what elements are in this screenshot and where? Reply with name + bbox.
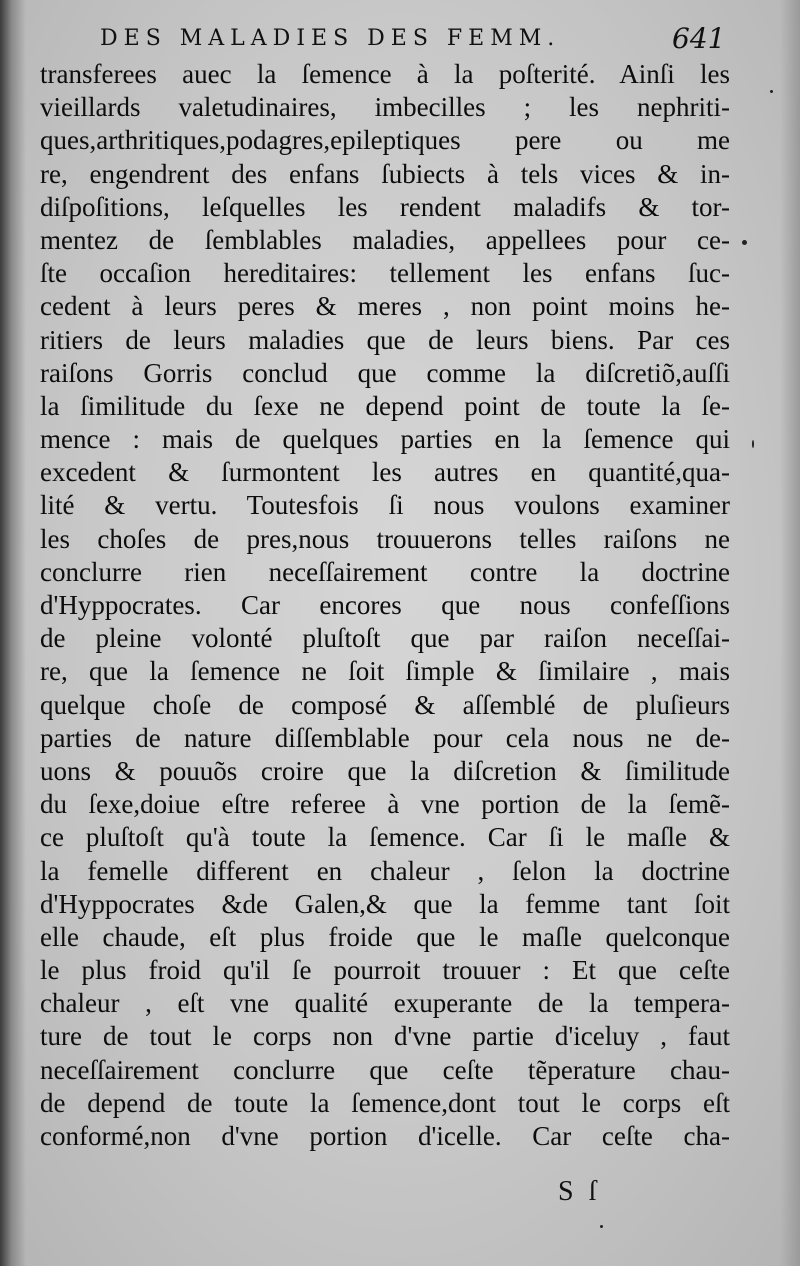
text-line: mence : mais de quelques parties en la ſemence qui xyxy=(40,424,730,455)
text-line: transferees auec la ſemence à la poſterité. Ainſi les xyxy=(40,59,730,89)
text-line: d'Hyppocrates. Car encores que nous confeſſions xyxy=(40,590,730,620)
text-line: quelque choſe de composé & aſſemblé de pluſieurs xyxy=(40,689,730,720)
ink-speck xyxy=(752,440,754,448)
binding-shadow xyxy=(0,0,26,1266)
text-line: de depend de toute la ſemence,dont tout le corps eſt xyxy=(40,1087,730,1118)
text-line: ritiers de leurs maladies que de leurs biens. Par ces xyxy=(40,324,730,355)
text-line: le plus froid qu'il ſe pourroit trouuer : Et que ceſte xyxy=(40,955,730,986)
text-line: conformé,non d'vne portion d'icelle. Car ceſte cha- xyxy=(40,1121,730,1151)
text-line: cedent à leurs peres & meres , non point moins he- xyxy=(40,291,730,322)
text-line: chaleur , eſt vne qualité exuperante de la tempera- xyxy=(40,988,730,1019)
text-line: la ſimilitude du ſexe ne depend point de toute la ſe- xyxy=(40,390,730,421)
catchword: S ſ xyxy=(558,1176,601,1207)
text-line: uons & pouuõs croire que la diſcretion & ſimilitude xyxy=(40,755,730,786)
page-edge xyxy=(780,0,800,1266)
text-line: ture de tout le corps non d'vne partie d'iceluy , faut xyxy=(40,1021,730,1052)
text-line: excedent & ſurmontent les autres en quantité,qua- xyxy=(40,457,730,488)
text-line: de pleine volonté pluſtoſt que par raiſon neceſſai- xyxy=(40,623,730,654)
text-line: mentez de ſemblables maladies, appellees pour ce- xyxy=(40,224,730,255)
text-line: parties de nature diſſemblable pour cela nous ne de- xyxy=(40,722,730,753)
text-line: re, engendrent des enfans ſubiects à tels vices & in- xyxy=(40,158,730,189)
text-line: elle chaude, eſt plus froide que le maſle quelconque xyxy=(40,921,730,952)
text-line: ſte occaſion hereditaires: tellement les enfans ſuc- xyxy=(40,258,730,289)
ink-speck xyxy=(600,1225,603,1228)
page-number: 641 xyxy=(672,22,726,55)
text-line: diſpoſitions, leſquelles les rendent maladifs & tor- xyxy=(40,191,730,222)
text-line: lité & vertu. Toutesfois ſi nous voulons examiner xyxy=(40,490,730,521)
ink-speck xyxy=(770,90,773,93)
text-line: re, que la ſemence ne ſoit ſimple & ſimilaire , mais xyxy=(40,656,730,687)
text-line: ce pluſtoſt qu'à toute la ſemence. Car ſi le maſle & xyxy=(40,822,730,853)
text-line: ques,arthritiques,podagres,epileptiques pere ou me xyxy=(40,125,730,156)
text-line: vieillards valetudinaires, imbecilles ; les nephriti- xyxy=(40,92,730,123)
text-line: conclurre rien neceſſairement contre la doctrine xyxy=(40,556,730,587)
text-line: la femelle different en chaleur , ſelon la doctrine xyxy=(40,855,730,886)
running-title: DES MALADIES DES FEMM. xyxy=(100,26,561,51)
text-line: les choſes de pres,nous trouuerons telles raiſons ne xyxy=(40,523,730,554)
text-line: d'Hyppocrates &de Galen,& que la femme tant ſoit xyxy=(40,888,730,919)
text-line: raiſons Gorris conclud que comme la diſcretiõ,auſſi xyxy=(40,357,730,388)
text-line: du ſexe,doiue eſtre referee à vne portion de la ſemẽ- xyxy=(40,789,730,820)
text-line: neceſſairement conclurre que ceſte tẽperature chau- xyxy=(40,1054,730,1085)
body-text xyxy=(40,58,730,1153)
ink-speck xyxy=(742,240,747,245)
